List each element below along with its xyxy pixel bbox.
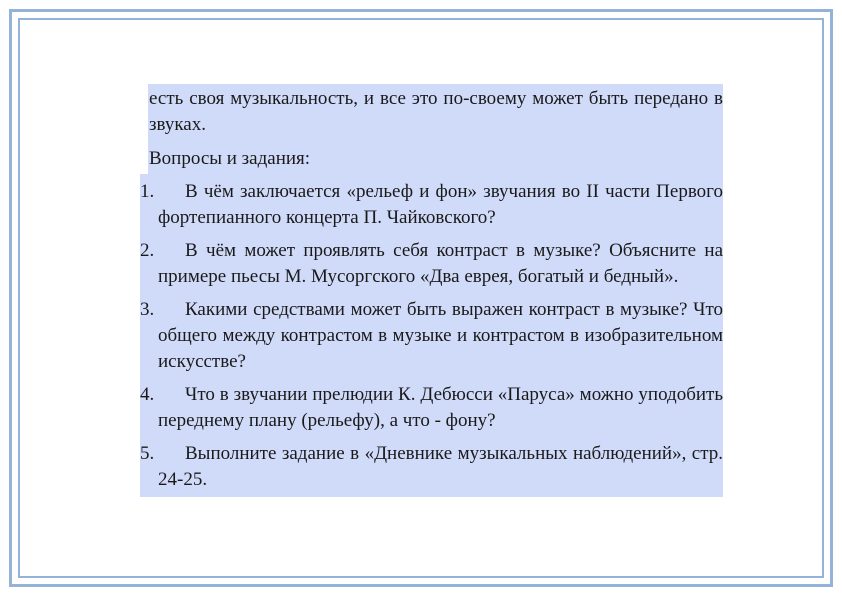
question-number: 1.: [140, 181, 155, 202]
question-text: Выполните задание в «Дневнике музыкальных наблюдений», стр. 24-25.: [158, 443, 723, 490]
intro-block: [148, 84, 723, 174]
question-item: [140, 377, 723, 436]
question-number: 5.: [140, 443, 155, 464]
question-item: [140, 292, 723, 377]
question-text: Что в звучании прелюдии К. Дебюсси «Паруса» можно уподобить переднему плану (рельефу), а что - фону?: [158, 384, 723, 431]
question-item: [140, 436, 723, 495]
questions-list: [140, 174, 723, 497]
question-text: В чём заключается «рельеф и фон» звучания во II части Первого фортепианного концерта П. Чайковского?: [158, 181, 723, 228]
question-text: Какими средствами может быть выражен контраст в музыке? Что общего между контрастом в музыке и контрастом в изобразительном искусстве?: [158, 299, 723, 372]
question-number: 2.: [140, 240, 155, 261]
text-content: [140, 84, 723, 497]
question-item: [140, 174, 723, 233]
question-item: [140, 233, 723, 292]
questions-heading: Вопросы и задания:: [149, 148, 311, 169]
question-number: 4.: [140, 384, 155, 405]
question-text: В чём может проявлять себя контраст в музыке? Объясните на примере пьесы М. Мусоргского «Два еврея, богатый и бедный».: [158, 240, 723, 287]
intro-paragraph: есть своя музыкальность, и все это по-своему может быть передано в звуках.: [149, 88, 723, 135]
question-number: 3.: [140, 299, 155, 320]
